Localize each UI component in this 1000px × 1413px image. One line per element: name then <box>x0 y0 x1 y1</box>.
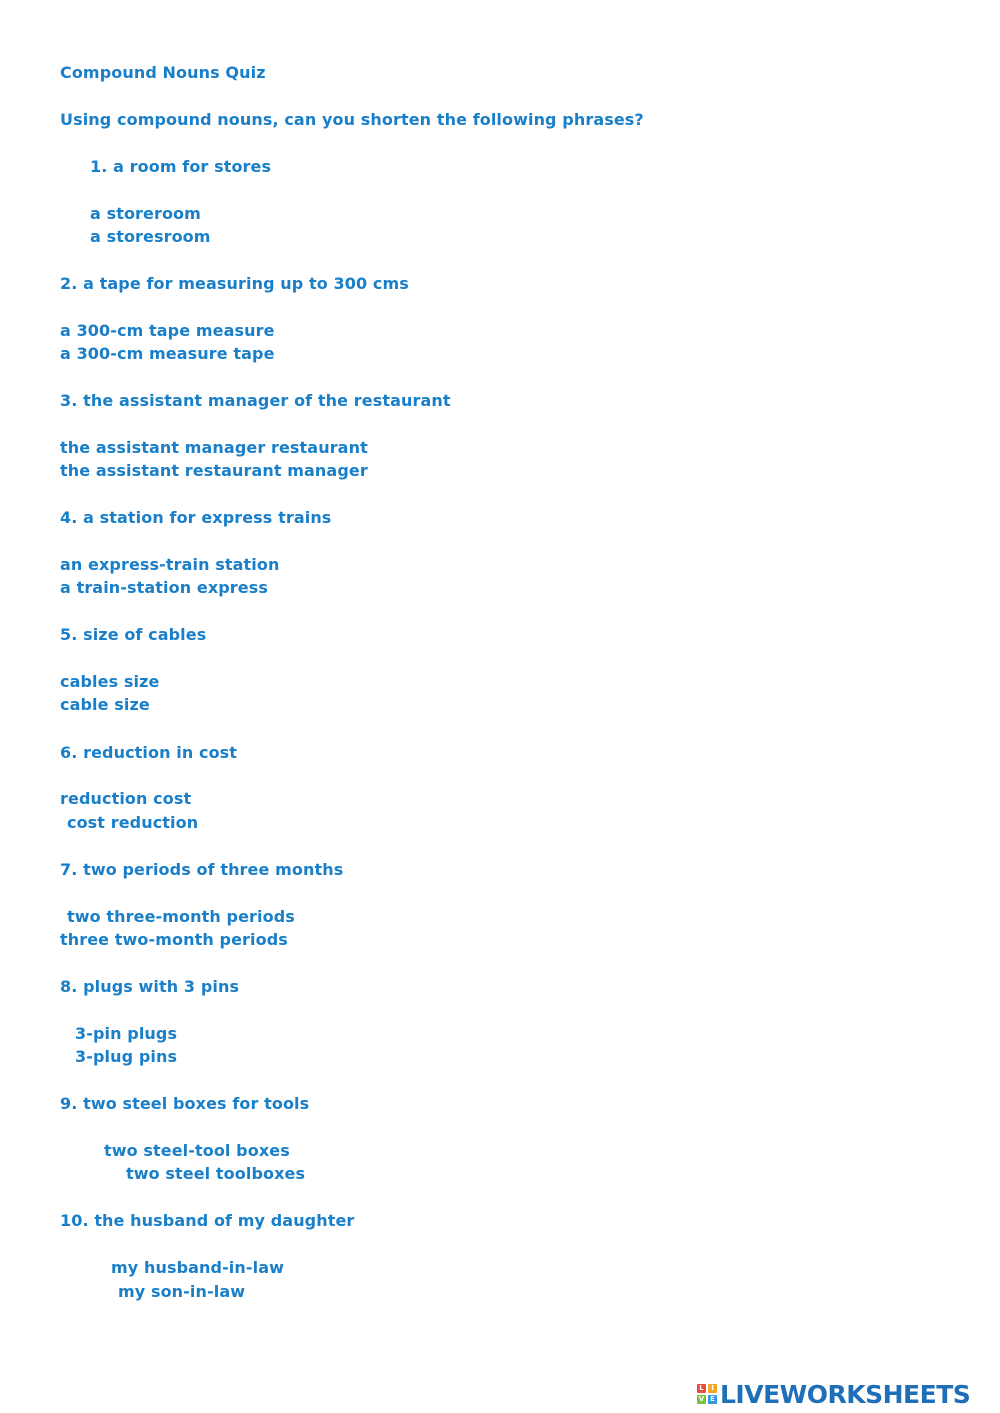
logo-mark-icon <box>697 1384 717 1404</box>
answer-option-2b[interactable]: a 300-cm measure tape <box>60 344 275 363</box>
question-prompt-5: 5. size of cables <box>60 625 207 644</box>
answer-option-9a[interactable]: two steel-tool boxes <box>104 1141 290 1160</box>
question-prompt-10: 10. the husband of my daughter <box>60 1211 355 1230</box>
answer-option-4b[interactable]: a train-station express <box>60 578 268 597</box>
logo-letter-l: L <box>697 1384 706 1393</box>
liveworksheets-logo[interactable] <box>697 1380 970 1408</box>
answer-option-3a[interactable]: the assistant manager restaurant <box>60 438 368 457</box>
question-prompt-7: 7. two periods of three months <box>60 860 344 879</box>
question-prompt-6: 6. reduction in cost <box>60 743 238 762</box>
question-prompt-9: 9. two steel boxes for tools <box>60 1094 310 1113</box>
answer-option-10a[interactable]: my husband-in-law <box>111 1258 284 1277</box>
question-prompt-2: 2. a tape for measuring up to 300 cms <box>60 274 409 293</box>
question-prompt-3: 3. the assistant manager of the restaurant <box>60 391 451 410</box>
answer-option-5b[interactable]: cable size <box>60 695 150 714</box>
answer-option-6b[interactable]: cost reduction <box>67 813 199 832</box>
instructions: Using compound nouns, can you shorten the following phrases? <box>60 110 644 129</box>
answer-option-1a[interactable]: a storeroom <box>90 204 201 223</box>
question-prompt-8: 8. plugs with 3 pins <box>60 977 240 996</box>
answer-option-3b[interactable]: the assistant restaurant manager <box>60 461 368 480</box>
question-prompt-4: 4. a station for express trains <box>60 508 332 527</box>
answer-option-10b[interactable]: my son-in-law <box>118 1282 246 1301</box>
logo-text: LIVEWORKSHEETS <box>720 1379 971 1409</box>
answer-option-5a[interactable]: cables size <box>60 672 160 691</box>
logo-letter-v: V <box>698 1395 705 1403</box>
logo-letter-e: E <box>708 1395 717 1404</box>
answer-option-4a[interactable]: an express-train station <box>60 555 280 574</box>
logo-letter-i: I <box>708 1384 717 1393</box>
answer-option-7b[interactable]: three two-month periods <box>60 930 288 949</box>
answer-option-8a[interactable]: 3-pin plugs <box>75 1024 178 1043</box>
worksheet-title: Compound Nouns Quiz <box>60 63 266 82</box>
question-prompt-1: 1. a room for stores <box>90 157 272 176</box>
answer-option-8b[interactable]: 3-plug pins <box>75 1047 178 1066</box>
answer-option-2a[interactable]: a 300-cm tape measure <box>60 321 275 340</box>
answer-option-7a[interactable]: two three-month periods <box>67 907 295 926</box>
answer-option-6a[interactable]: reduction cost <box>60 789 192 808</box>
answer-option-1b[interactable]: a storesroom <box>90 227 211 246</box>
answer-option-9b[interactable]: two steel toolboxes <box>126 1164 306 1183</box>
